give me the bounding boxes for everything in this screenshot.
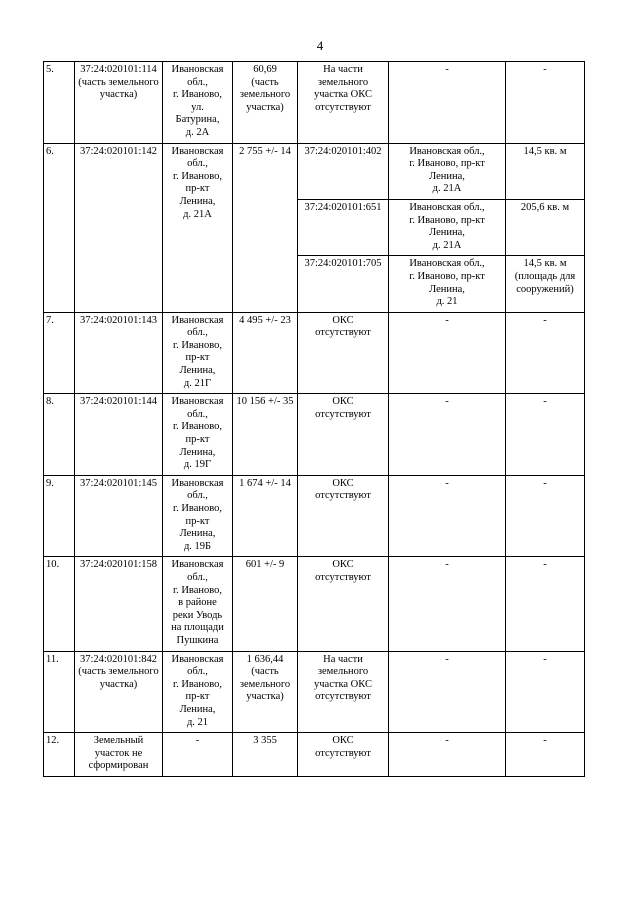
- oks-cadastral-text: На части земельного участка ОКС отсутствуют: [314, 64, 372, 113]
- cadastral-number: [75, 312, 163, 394]
- plot-address-text: -: [195, 735, 200, 747]
- cadastral-number-text: 37:24:020101:142: [79, 145, 157, 157]
- oks-cadastral-text: На части земельного участка ОКС отсутствуют: [314, 653, 372, 703]
- oks-area: [506, 62, 585, 144]
- plot-area-text: 1 636,44 (часть земельного участка): [239, 653, 291, 703]
- oks-cadastral-text: ОКС отсутствуют: [315, 559, 371, 583]
- table-row: [44, 394, 585, 476]
- oks-address: [389, 475, 506, 557]
- row-number: [44, 475, 75, 557]
- plot-area-text: 1 674 +/- 14: [239, 477, 291, 489]
- oks-area-text: -: [543, 64, 547, 75]
- oks-cadastral: [298, 256, 389, 312]
- row-number: [44, 733, 75, 777]
- oks-area-text: -: [543, 314, 547, 326]
- cadastral-number-text: 37:24:020101:842 (часть земельного участка): [78, 653, 159, 690]
- plot-area-text: 10 156 +/- 35: [236, 396, 294, 408]
- plot-area: [233, 143, 298, 312]
- oks-cadastral-text: ОКС отсутствуют: [315, 314, 371, 339]
- oks-address-text: -: [445, 314, 449, 326]
- plot-address-text: Ивановская обл., г. Иваново, пр-кт Ленина, д. 19Г: [171, 396, 224, 471]
- plot-address: [163, 143, 233, 312]
- row-number: [44, 62, 75, 144]
- row-number: [44, 394, 75, 476]
- table-row: [44, 312, 585, 394]
- row-number: [44, 557, 75, 651]
- plot-address-text: Ивановская обл., г. Иваново, пр-кт Ленина, д. 21Г: [171, 314, 224, 389]
- cadastral-number-text: 37:24:020101:143: [79, 314, 157, 326]
- row-number-text: 11.: [46, 653, 59, 665]
- oks-cadastral-text: ОКС отсутствуют: [315, 396, 371, 420]
- oks-area-text: -: [543, 559, 547, 571]
- plot-area-text: 60,69 (часть земельного участка): [239, 64, 291, 113]
- plot-area: [233, 733, 298, 777]
- plot-address-text: Ивановская обл., г. Иваново, пр-кт Ленина, д. 21: [171, 653, 224, 728]
- row-number-text: 6.: [46, 145, 54, 157]
- row-number-text: 10.: [46, 559, 60, 571]
- plot-address-text: Ивановская обл., г. Иваново, в районе реки Уводь на площади Пушкина: [171, 559, 224, 646]
- page-number: 4: [316, 38, 324, 53]
- oks-area: [506, 394, 585, 476]
- cadastral-number: [75, 394, 163, 476]
- plot-area: [233, 651, 298, 733]
- oks-cadastral: [298, 394, 389, 476]
- table-row: [44, 62, 585, 144]
- plot-area: [233, 475, 298, 557]
- plot-address: [163, 312, 233, 394]
- oks-area-text: -: [543, 396, 547, 408]
- plot-address: [163, 62, 233, 144]
- plot-area: [233, 557, 298, 651]
- oks-cadastral: [298, 143, 389, 199]
- cadastral-number-text: 37:24:020101:144: [79, 396, 157, 408]
- oks-cadastral: [298, 651, 389, 733]
- plot-area-text: 3 355: [253, 735, 277, 747]
- oks-cadastral-text: 37:24:020101:651: [304, 201, 382, 213]
- oks-area: [506, 733, 585, 777]
- oks-address-text: -: [445, 64, 449, 75]
- plot-area: [233, 312, 298, 394]
- oks-address: [389, 199, 506, 255]
- oks-cadastral: [298, 62, 389, 144]
- plot-address: [163, 394, 233, 476]
- oks-area-text: 14,5 кв. м (площадь для сооружений): [514, 258, 576, 295]
- oks-address-text: Ивановская обл., г. Иваново, пр-кт Ленина, д. 21: [409, 258, 485, 308]
- cadastral-number: [75, 62, 163, 144]
- row-number-text: 9.: [46, 477, 54, 489]
- table-row: [44, 651, 585, 733]
- oks-address: [389, 312, 506, 394]
- cadastral-number: [75, 475, 163, 557]
- cadastral-number-text: Земельный участок не сформирован: [88, 735, 149, 772]
- oks-address: [389, 143, 506, 199]
- table-row: [44, 143, 585, 199]
- oks-address-text: Ивановская обл., г. Иваново, пр-кт Ленина, д. 21А: [409, 201, 485, 251]
- row-number: [44, 651, 75, 733]
- oks-cadastral-text: 37:24:020101:402: [304, 145, 382, 157]
- oks-address: [389, 394, 506, 476]
- oks-area-text: 205,6 кв. м: [520, 201, 570, 213]
- oks-address: [389, 256, 506, 312]
- oks-address-text: -: [445, 477, 449, 489]
- row-number-text: 7.: [46, 314, 54, 326]
- row-number-text: 5.: [46, 64, 54, 75]
- oks-area-text: -: [543, 735, 547, 747]
- table-row: [44, 557, 585, 651]
- oks-cadastral: [298, 312, 389, 394]
- row-number: [44, 312, 75, 394]
- plot-address: [163, 475, 233, 557]
- oks-address-text: -: [445, 735, 449, 747]
- oks-area: [506, 651, 585, 733]
- plot-area-text: 601 +/- 9: [245, 559, 285, 571]
- oks-address: [389, 651, 506, 733]
- cadastral-number-text: 37:24:020101:158: [79, 559, 157, 571]
- oks-area: [506, 256, 585, 312]
- plot-area: [233, 62, 298, 144]
- oks-cadastral-text: ОКС отсутствуют: [315, 477, 371, 502]
- cadastral-number: [75, 557, 163, 651]
- land-plots-table: [43, 61, 585, 777]
- plot-address-text: Ивановская обл., г. Иваново, пр-кт Ленина, д. 21А: [171, 145, 224, 220]
- oks-address-text: -: [445, 559, 449, 571]
- oks-cadastral-text: ОКС отсутствуют: [315, 735, 371, 759]
- plot-address: [163, 651, 233, 733]
- cadastral-number: [75, 733, 163, 777]
- oks-cadastral: [298, 557, 389, 651]
- oks-cadastral: [298, 733, 389, 777]
- plot-address: [163, 557, 233, 651]
- table-row: [44, 475, 585, 557]
- oks-area-text: -: [543, 477, 547, 489]
- oks-area-text: -: [543, 653, 547, 665]
- oks-cadastral: [298, 199, 389, 255]
- table-row: [44, 733, 585, 777]
- oks-address: [389, 557, 506, 651]
- oks-area: [506, 312, 585, 394]
- oks-area: [506, 199, 585, 255]
- oks-area: [506, 557, 585, 651]
- oks-cadastral-text: 37:24:020101:705: [304, 258, 382, 270]
- oks-address: [389, 62, 506, 144]
- oks-cadastral: [298, 475, 389, 557]
- oks-area: [506, 475, 585, 557]
- row-number-text: 8.: [46, 396, 54, 408]
- oks-address: [389, 733, 506, 777]
- plot-address: [163, 733, 233, 777]
- cadastral-number: [75, 651, 163, 733]
- cadastral-number: [75, 143, 163, 312]
- oks-address-text: -: [445, 396, 449, 408]
- plot-area: [233, 394, 298, 476]
- plot-address-text: Ивановская обл., г. Иваново, ул. Батурина, д. 2А: [171, 64, 224, 138]
- cadastral-number-text: 37:24:020101:114 (часть земельного участка): [78, 64, 159, 101]
- oks-area: [506, 143, 585, 199]
- plot-area-text: 4 495 +/- 23: [239, 314, 291, 326]
- plot-address-text: Ивановская обл., г. Иваново, пр-кт Ленина, д. 19Б: [171, 477, 224, 552]
- row-number-text: 12.: [46, 735, 60, 747]
- row-number: [44, 143, 75, 312]
- oks-address-text: -: [445, 653, 449, 665]
- plot-area-text: 2 755 +/- 14: [239, 145, 291, 157]
- cadastral-number-text: 37:24:020101:145: [79, 477, 157, 489]
- oks-area-text: 14,5 кв. м: [523, 145, 567, 157]
- oks-address-text: Ивановская обл., г. Иваново, пр-кт Ленина, д. 21А: [409, 145, 485, 195]
